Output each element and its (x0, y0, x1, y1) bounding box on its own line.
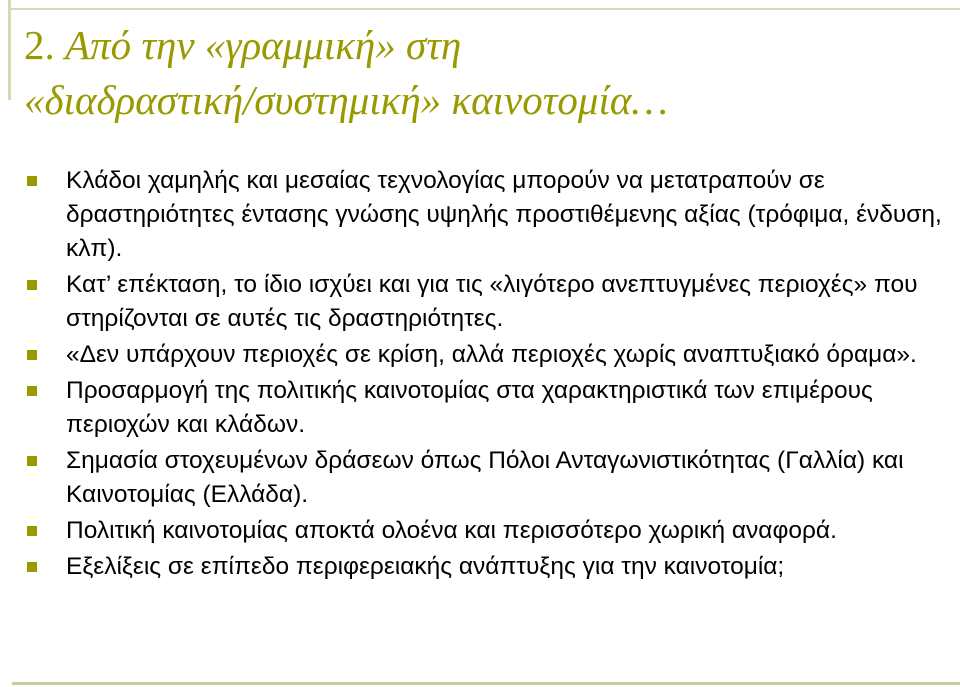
title-line-1 (24, 18, 944, 73)
bullet-item (24, 374, 944, 442)
top-decorative-rule (8, 8, 960, 10)
title-line-2: «διαδραστική/συστημική» καινοτομία… (24, 77, 668, 123)
bullet-list (24, 164, 944, 586)
bullet-item (24, 550, 944, 584)
square-bullet-icon (27, 526, 37, 536)
bullet-item (24, 444, 944, 512)
square-bullet-icon (27, 456, 37, 466)
bullet-item (24, 268, 944, 336)
bullet-text: Πολιτική καινοτομίας αποκτά ολοένα και περισσότερο χωρική αναφορά. (66, 517, 837, 544)
bullet-text: Κατ’ επέκταση, το ίδιο ισχύει και για τις «λιγότερο ανεπτυγμένες περιοχές» που στηρίζονται σε αυτές τις δραστηριότητες. (66, 271, 918, 332)
title-line-1-text: Από την «γραμμική» στη (65, 22, 462, 68)
bullet-item (24, 338, 944, 372)
bullet-text: Σημασία στοχευμένων δράσεων όπως Πόλοι Ανταγωνιστικότητας (Γαλλία) και Καινοτομίας (Ελλάδα). (66, 447, 904, 508)
bullet-text: Εξελίξεις σε επίπεδο περιφερειακής ανάπτυξης για την καινοτομία; (66, 553, 785, 580)
bullet-item (24, 514, 944, 548)
square-bullet-icon (27, 350, 37, 360)
bottom-decorative-rule (12, 682, 960, 685)
bullet-text: Κλάδοι χαμηλής και μεσαίας τεχνολογίας μπορούν να μετατραπούν σε δραστηριότητες έντασης γνώσης υψηλής προστιθέμενης αξίας (τρόφιμα, ένδυση, κλπ). (66, 167, 942, 262)
square-bullet-icon (27, 280, 37, 290)
bullet-text: Προσαρμογή της πολιτικής καινοτομίας στα χαρακτηριστικά των επιμέρους περιοχών και κλάδων. (66, 377, 873, 438)
left-decorative-rule (8, 0, 11, 100)
square-bullet-icon (27, 562, 37, 572)
bullet-text: «Δεν υπάρχουν περιοχές σε κρίση, αλλά περιοχές χωρίς αναπτυξιακό όραμα». (66, 341, 917, 368)
bullet-item (24, 164, 944, 266)
title-number: 2. (24, 22, 55, 68)
square-bullet-icon (27, 386, 37, 396)
square-bullet-icon (27, 176, 37, 186)
slide-title (24, 18, 944, 128)
